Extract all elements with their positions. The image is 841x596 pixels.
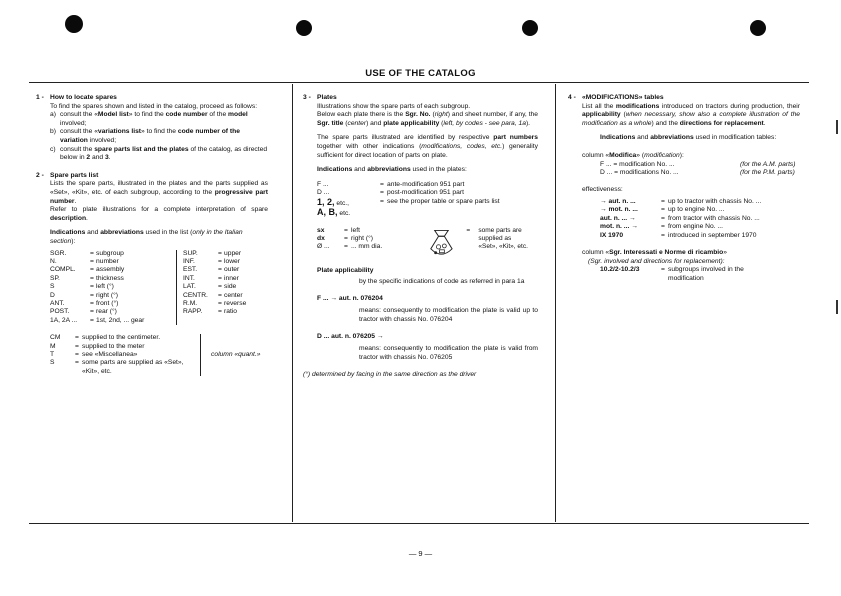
quantity-value: some parts are supplied as «Set», «Kit», etc. <box>82 359 201 376</box>
effectiveness-key: mot. n. ... → <box>600 223 638 231</box>
quantity-key: S <box>50 359 55 367</box>
abbreviation-key: SGR. <box>50 249 67 257</box>
abbreviation-value: assembly <box>96 266 125 274</box>
subgroups-table <box>600 266 778 283</box>
binder-hole-2 <box>296 20 312 36</box>
binder-hole-3 <box>522 20 538 36</box>
abbreviation-row <box>50 300 246 308</box>
abbreviation-key: COMPL. <box>50 266 76 274</box>
section-3-para-2: Below each plate there is the Sgr. No. (right) and sheet number, if any, the Sgr. title (center) and plate applicability (left, by codes - see para, 1a). <box>317 111 538 127</box>
plate-row: D ... = post-modification 951 part <box>317 189 464 197</box>
subgroups-row: 10.2/2-10.2/3 = subgroups involved in the modification <box>600 266 744 282</box>
effectiveness-key: → aut. n. ... <box>600 197 636 205</box>
abbreviation-value: right (°) <box>96 291 118 299</box>
section-2-para-2: Refer to plate illustrations for a complete interpretation of spare description. <box>50 206 268 222</box>
edge-mark <box>836 300 838 314</box>
equals-sign: = <box>218 274 222 282</box>
abbreviation-value: outer <box>224 266 240 274</box>
edge-mark <box>836 120 838 134</box>
abbreviation-key: ANT. <box>50 299 65 307</box>
effectiveness-value: up to tractor with chassis No. ... <box>668 197 762 205</box>
abbreviation-key: RAPP. <box>177 308 217 316</box>
equals-sign: = <box>90 299 94 307</box>
effectiveness-row <box>600 232 761 240</box>
abbreviation-value: lower <box>224 257 240 265</box>
section-2-para-1: Lists the spare parts, illustrated in the plates and the parts supplied as «Set», «Kit», etc. of each subgroup, according to the progressive part number. <box>50 180 268 205</box>
effectiveness-value: from engine No. ... <box>668 223 724 231</box>
effectiveness-label: effectiveness: <box>582 186 623 194</box>
effectiveness-key: aut. n. ... → <box>600 214 636 222</box>
quantity-value: supplied to the meter <box>82 343 201 351</box>
section-4-para-2: Indications and abbreviations used in modification tables: <box>600 134 777 142</box>
plate-applicability-text: by the specific indications of code as referred in para 1a <box>359 278 525 286</box>
abbreviation-value: ratio <box>224 308 238 316</box>
equals-sign: = <box>90 308 94 316</box>
equals-sign: = <box>90 266 94 274</box>
section-4-heading: 4 - «MODIFICATIONS» tables <box>568 94 664 101</box>
section-3-para-1: Illustrations show the spare parts of each subgroup. <box>317 102 471 110</box>
quantity-column-table <box>50 334 260 376</box>
abbreviation-key: 1A, 2A ... <box>50 316 78 324</box>
quantity-column-label: column «quant.» <box>211 350 261 358</box>
abbreviation-key: LAT. <box>177 283 217 291</box>
abbreviation-key: S <box>50 283 55 291</box>
effectiveness-key: → mot. n. ... <box>600 206 638 214</box>
section-3-heading: 3 - Plates <box>303 94 337 101</box>
equals-sign: = <box>218 299 222 307</box>
f-example-title: F ... → aut. n. 076204 <box>317 294 383 302</box>
plate-applicability-title: Plate applicability <box>317 266 374 274</box>
effectiveness-row <box>600 215 761 223</box>
kit-bag-icon <box>425 227 458 261</box>
binder-hole-4 <box>750 20 766 36</box>
section-4-para-1: List all the modifications introduced on tractors during production, their applicability (when necessary, show also a complete illustration of the modification as a whole) and the directions for replacement. <box>582 102 801 127</box>
abbreviation-value: number <box>96 257 119 265</box>
equals-sign: = <box>75 342 79 350</box>
abbreviation-value: center <box>224 291 243 299</box>
abbreviation-row <box>50 283 246 291</box>
effectiveness-value: introduced in september 1970 <box>668 231 757 239</box>
abbreviation-row <box>50 266 246 274</box>
effectiveness-key: IX 1970 <box>600 231 624 239</box>
footnote: (°) determined by facing in the same direction as the driver <box>303 371 477 379</box>
abbreviation-row <box>50 292 246 300</box>
effectiveness-row <box>600 198 761 206</box>
abbreviation-key: SP. <box>50 274 60 282</box>
d-example-title: D ... aut. n. 076205 → <box>317 332 384 340</box>
abbreviation-key: INT. <box>177 275 217 283</box>
binder-hole-1 <box>65 15 83 33</box>
abbreviation-key: CENTR. <box>177 292 217 300</box>
equals-sign: = <box>75 359 79 367</box>
effectiveness-row <box>600 223 761 231</box>
equals-sign: = <box>661 197 665 205</box>
equals-sign: = <box>661 223 665 231</box>
bottom-rule <box>29 523 809 524</box>
page-number: — 9 — <box>408 549 433 558</box>
abbreviation-value: reverse <box>224 299 247 307</box>
modification-row: F ... = modification No. ... (for the A.M. parts) <box>600 160 796 168</box>
abbreviation-value <box>224 317 246 325</box>
page-title: USE OF THE CATALOG <box>365 68 476 79</box>
side-table <box>317 227 423 252</box>
abbreviation-value: side <box>224 283 237 291</box>
column-3 <box>568 94 800 283</box>
abbreviation-value: inner <box>224 274 239 282</box>
abbreviations-table <box>50 250 246 326</box>
abbreviation-key: EST. <box>177 266 217 274</box>
abbreviation-value: rear (°) <box>96 308 117 316</box>
abbreviation-key: N. <box>50 257 57 265</box>
abbreviation-value: thickness <box>96 274 124 282</box>
section-1-item-c: c) consult the spare parts list and the plates of the catalog, as directed below in 2 and 3. <box>50 145 268 162</box>
abbreviation-row <box>50 258 246 266</box>
abbreviation-value: front (°) <box>96 299 119 307</box>
d-example-text: means: consequently to modification the plate is valid from tractor with chassis No. 076205 <box>359 345 538 361</box>
equals-sign: = <box>90 291 94 299</box>
equals-sign: = <box>218 257 222 265</box>
abbreviation-key: INF. <box>177 258 217 266</box>
abbreviation-row <box>50 275 246 283</box>
abbreviation-key <box>177 317 217 325</box>
equals-sign: = <box>90 274 94 282</box>
subgroups-column-label: column «Sgr. Interessati e Norme di ricambio» <box>582 249 727 256</box>
abbreviation-value: subgroup <box>96 249 124 257</box>
equals-sign: = <box>218 283 222 291</box>
side-indications <box>317 227 538 261</box>
plate-row: F ... = ante-modification 951 part <box>317 180 465 188</box>
effectiveness-value: up to engine No. ... <box>668 206 725 214</box>
modification-table <box>600 161 796 178</box>
abbreviation-value: upper <box>224 249 242 257</box>
quantity-key: T <box>50 350 55 358</box>
equals-sign: = <box>218 291 222 299</box>
quantity-key: CM <box>50 334 61 342</box>
equals-sign: = <box>90 316 94 324</box>
abbreviation-value: 1st, 2nd, ... gear <box>96 316 145 324</box>
equals-sign <box>216 317 224 325</box>
quantity-key: M <box>50 342 56 350</box>
top-rule <box>29 82 809 83</box>
abbreviation-key: D <box>50 291 55 299</box>
section-3-para-3: The spare parts illustrated are identified by respective part numbers together with other indications (modifications, codes, etc.) generality sufficient for direct location of parts on plate. <box>317 134 538 159</box>
abbreviation-row <box>50 250 246 258</box>
modification-row: D ... = modifications No. ... (for the P.M. parts) <box>600 168 795 176</box>
column-2 <box>303 94 538 380</box>
abbreviation-value: left (°) <box>96 283 114 291</box>
section-1-item-a: a) consult the «Model list» to find the code number of the model involved; <box>50 111 248 127</box>
kit-bag-legend: = some parts are supplied as «Set», «Kit», etc. <box>466 226 528 251</box>
column-divider-1 <box>292 84 293 522</box>
subgroups-column-subtitle: (Sgr. involved and directions for replacement): <box>588 257 725 265</box>
section-1-heading: 1 - How to locate spares <box>36 94 117 101</box>
equals-sign: = <box>90 283 94 291</box>
equals-sign: = <box>661 206 665 214</box>
quantity-value: see «Miscellanea» <box>82 351 201 359</box>
section-2-para-3: Indications and abbreviations used in the list (only in the Italian section): <box>50 229 243 245</box>
section-3-para-4: Indications and abbreviations used in the plates: <box>317 166 467 174</box>
section-1-intro: To find the spares shown and listed in the catalog, proceed as follows: <box>50 102 258 110</box>
side-row: Ø ... = ... mm dia. <box>317 243 383 251</box>
modification-column-label: column «Modifica» (modification): <box>582 151 684 159</box>
equals-sign: = <box>90 257 94 265</box>
abbreviation-key: POST. <box>50 308 70 316</box>
plate-indications-table <box>317 181 500 219</box>
abbreviation-row <box>50 317 246 325</box>
effectiveness-value: from tractor with chassis No. ... <box>668 214 760 222</box>
quantity-value: supplied to the centimeter. <box>82 334 201 342</box>
quantity-row <box>50 334 260 342</box>
column-divider-2 <box>555 84 556 522</box>
equals-sign: = <box>218 308 222 316</box>
f-example-text: means: consequently to modification the plate is valid up to tractor with chassis No. 076204 <box>359 307 538 323</box>
equals-sign: = <box>661 231 665 239</box>
side-row: dx = right (°) <box>317 234 373 242</box>
equals-sign: = <box>90 249 94 257</box>
effectiveness-row <box>600 206 761 214</box>
equals-sign: = <box>661 214 665 222</box>
abbreviation-key: R.M. <box>177 300 217 308</box>
abbreviation-row <box>50 308 246 316</box>
equals-sign: = <box>75 334 79 342</box>
column-1 <box>36 94 268 376</box>
abbreviation-key: SUP. <box>177 250 217 258</box>
section-1-item-b: b) consult the «variations list» to find the code number of the variation involved; <box>50 128 240 144</box>
equals-sign: = <box>218 266 222 274</box>
effectiveness-table <box>600 198 761 240</box>
side-row: sx = left <box>317 226 360 234</box>
equals-sign: = <box>75 350 79 358</box>
plate-row: 1, 2, etc., A, B, etc. = see the proper table or spare parts list <box>317 196 500 218</box>
equals-sign: = <box>218 249 222 257</box>
section-2-heading: 2 - Spare parts list <box>36 171 99 179</box>
